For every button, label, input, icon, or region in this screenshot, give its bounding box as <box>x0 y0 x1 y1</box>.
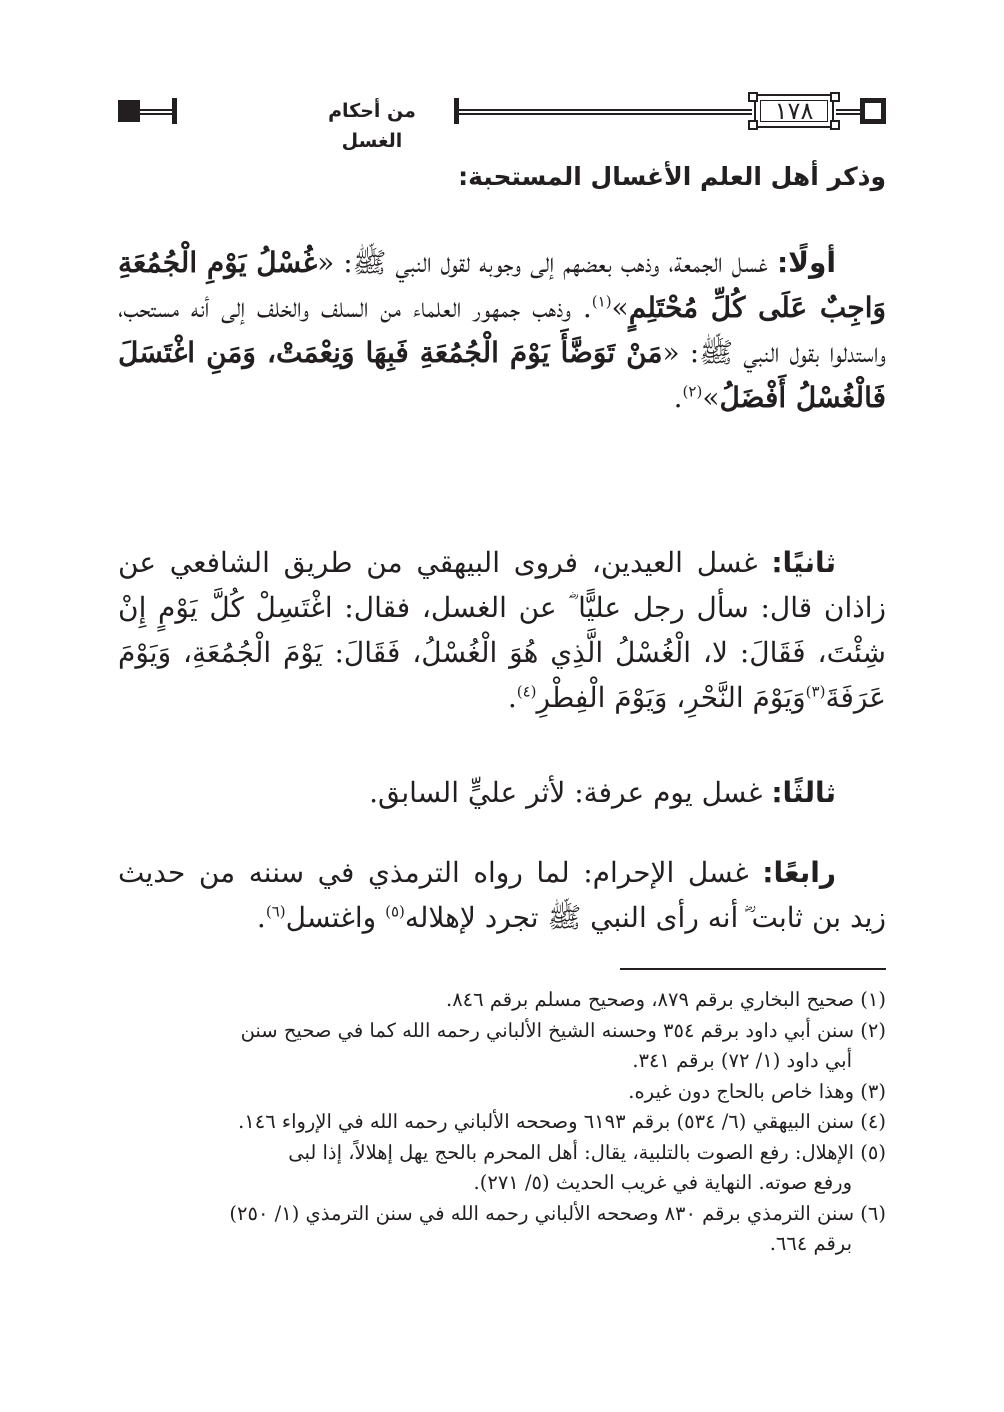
footnote-text: سنن الترمذي برقم ٨٣٠ وصححه الألباني رحمه الله في سنن الترمذي (١/ ٢٥٠) <box>229 1201 855 1225</box>
hadith-quote: مَنْ تَوَضَّأَ يَوْمَ الْجُمُعَةِ فَبِهَا وَنِعْمَتْ، وَمَنِ اغْتَسَلَ فَالْغُسْلُ أَفْضَلُ <box>118 336 886 414</box>
footnote-number: (٢) <box>860 1018 886 1042</box>
page-number-box <box>748 92 840 130</box>
footnote-number: (٥) <box>860 1140 886 1164</box>
footnote-number: (٣) <box>860 1079 886 1103</box>
footnote-separator <box>620 968 886 970</box>
footnote-ref[interactable]: (٢) <box>682 382 703 401</box>
header-rule-middle <box>458 109 752 115</box>
section-heading: وذكر أهل العلم الأغسال المستحبة: <box>458 162 886 191</box>
page-number: ١٧٨ <box>774 97 814 125</box>
header-ornament-square-right <box>860 98 886 124</box>
paragraph-text: . <box>507 681 517 714</box>
footnote-text: سنن أبي داود برقم ٣٥٤ وحسنه الشيخ الألباني رحمه الله كما في صحيح سنن <box>240 1018 855 1042</box>
paragraph-text: » <box>611 291 629 324</box>
footnote-text: وهذا خاص بالحاج دون غيره. <box>628 1079 855 1103</box>
running-header <box>118 92 886 152</box>
footnote <box>118 1107 886 1138</box>
paragraph-text: غسل يوم عرفة: لأثر عليٍّ السابق. <box>369 776 772 809</box>
footnote-number: (١) <box>860 988 886 1011</box>
paragraph-text: غسل الإحرام: لما رواه الترمذي في سننه من حديث زيد بن ثابت ؓ أنه رأى النبي ﷺ تجرد لإهلاله <box>118 856 886 934</box>
paragraph-text: » <box>702 381 720 414</box>
footnote <box>118 985 886 1016</box>
paragraph-second <box>118 540 886 720</box>
paragraph-fourth <box>118 850 886 940</box>
paragraph-text: . <box>256 901 266 934</box>
footnote <box>118 1138 886 1199</box>
chapter-title: من أحكام الغسل <box>328 100 416 152</box>
footnote-text: صحيح البخاري برقم ٨٧٩، وصحيح مسلم برقم ٨٤٦. <box>446 988 855 1011</box>
footnote-ref[interactable]: (٤) <box>516 682 537 701</box>
footnote-continuation: برقم ٦٦٤. <box>769 1232 852 1255</box>
footnote <box>118 1077 886 1108</box>
footnote-number: (٤) <box>860 1110 886 1133</box>
footnote-ref[interactable]: (١) <box>591 292 612 311</box>
footnote-ref[interactable]: (٣) <box>805 682 826 701</box>
paragraph-text: غسل العيدين، فروى البيهقي من طريق الشافعي عن زاذان قال: سأل رجل عليًّا ؓ عن الغسل، فقال: اغْتَسِلْ كُلَّ يَوْمٍ إِنْ شِئْتَ، فَقَالَ: لا، الْغُسْلُ الَّذِي هُوَ الْغُسْلُ، فَقَالَ: يَوْمَ الْجُمُعَةِ، وَيَوْمَ عَرَفَةَ <box>118 546 886 714</box>
footnote-continuation: أبي داود (١/ ٧٢) برقم ٣٤١. <box>632 1049 852 1072</box>
paragraph-text: واغتسل <box>285 901 386 934</box>
footnote-text: سنن البيهقي (٦/ ٥٣٤) برقم ٦١٩٣ وصححه الألباني رحمه الله في الإرواء ١٤٦. <box>238 1110 855 1133</box>
paragraph-lead: ثانيًا: <box>771 546 836 579</box>
paragraph-lead: أولًا: <box>776 246 836 279</box>
paragraph-text: . <box>673 381 683 414</box>
hadith-quote: غُسْلُ يَوْمِ الْجُمُعَةِ وَاجِبٌ عَلَى كُلِّ مُحْتَلِمٍ <box>118 246 887 324</box>
footnote <box>118 1199 886 1260</box>
paragraph-third <box>118 770 886 815</box>
header-ornament-square-left <box>118 100 140 122</box>
paragraph-text: وَيَوْمَ النَّحْرِ، وَيَوْمَ الْفِطْرِ <box>536 681 806 714</box>
header-bar-left <box>172 98 177 124</box>
footnote-continuation: ورفع صوته. النهاية في غريب الحديث (٥/ ٢٧١). <box>473 1171 852 1194</box>
paragraph-first <box>118 240 886 420</box>
paragraph-lead: ثالثًا: <box>771 776 836 809</box>
paragraph-text: غسل الجمعة، وذهب بعضهم إلى وجوبه لقول النبي ﷺ: « <box>317 246 777 279</box>
footnote-ref[interactable]: (٦) <box>265 902 286 921</box>
footnotes <box>118 985 886 1260</box>
footnote <box>118 1016 886 1077</box>
paragraph-text: . وذهب جمهور العلماء من السلف والخلف إلى أنه مستحب، واستدلوا بقول النبي ﷺ: « <box>118 291 887 369</box>
footnote-text: الإهلال: رفع الصوت بالتلبية، يقال: أهل المحرم بالحج يهل إهلالاً، إذا لبى <box>288 1140 855 1164</box>
paragraph-lead: رابعًا: <box>762 856 836 889</box>
footnote-ref[interactable]: (٥) <box>385 902 405 921</box>
footnote-number: (٦) <box>860 1201 886 1225</box>
header-rule-left <box>140 109 176 115</box>
